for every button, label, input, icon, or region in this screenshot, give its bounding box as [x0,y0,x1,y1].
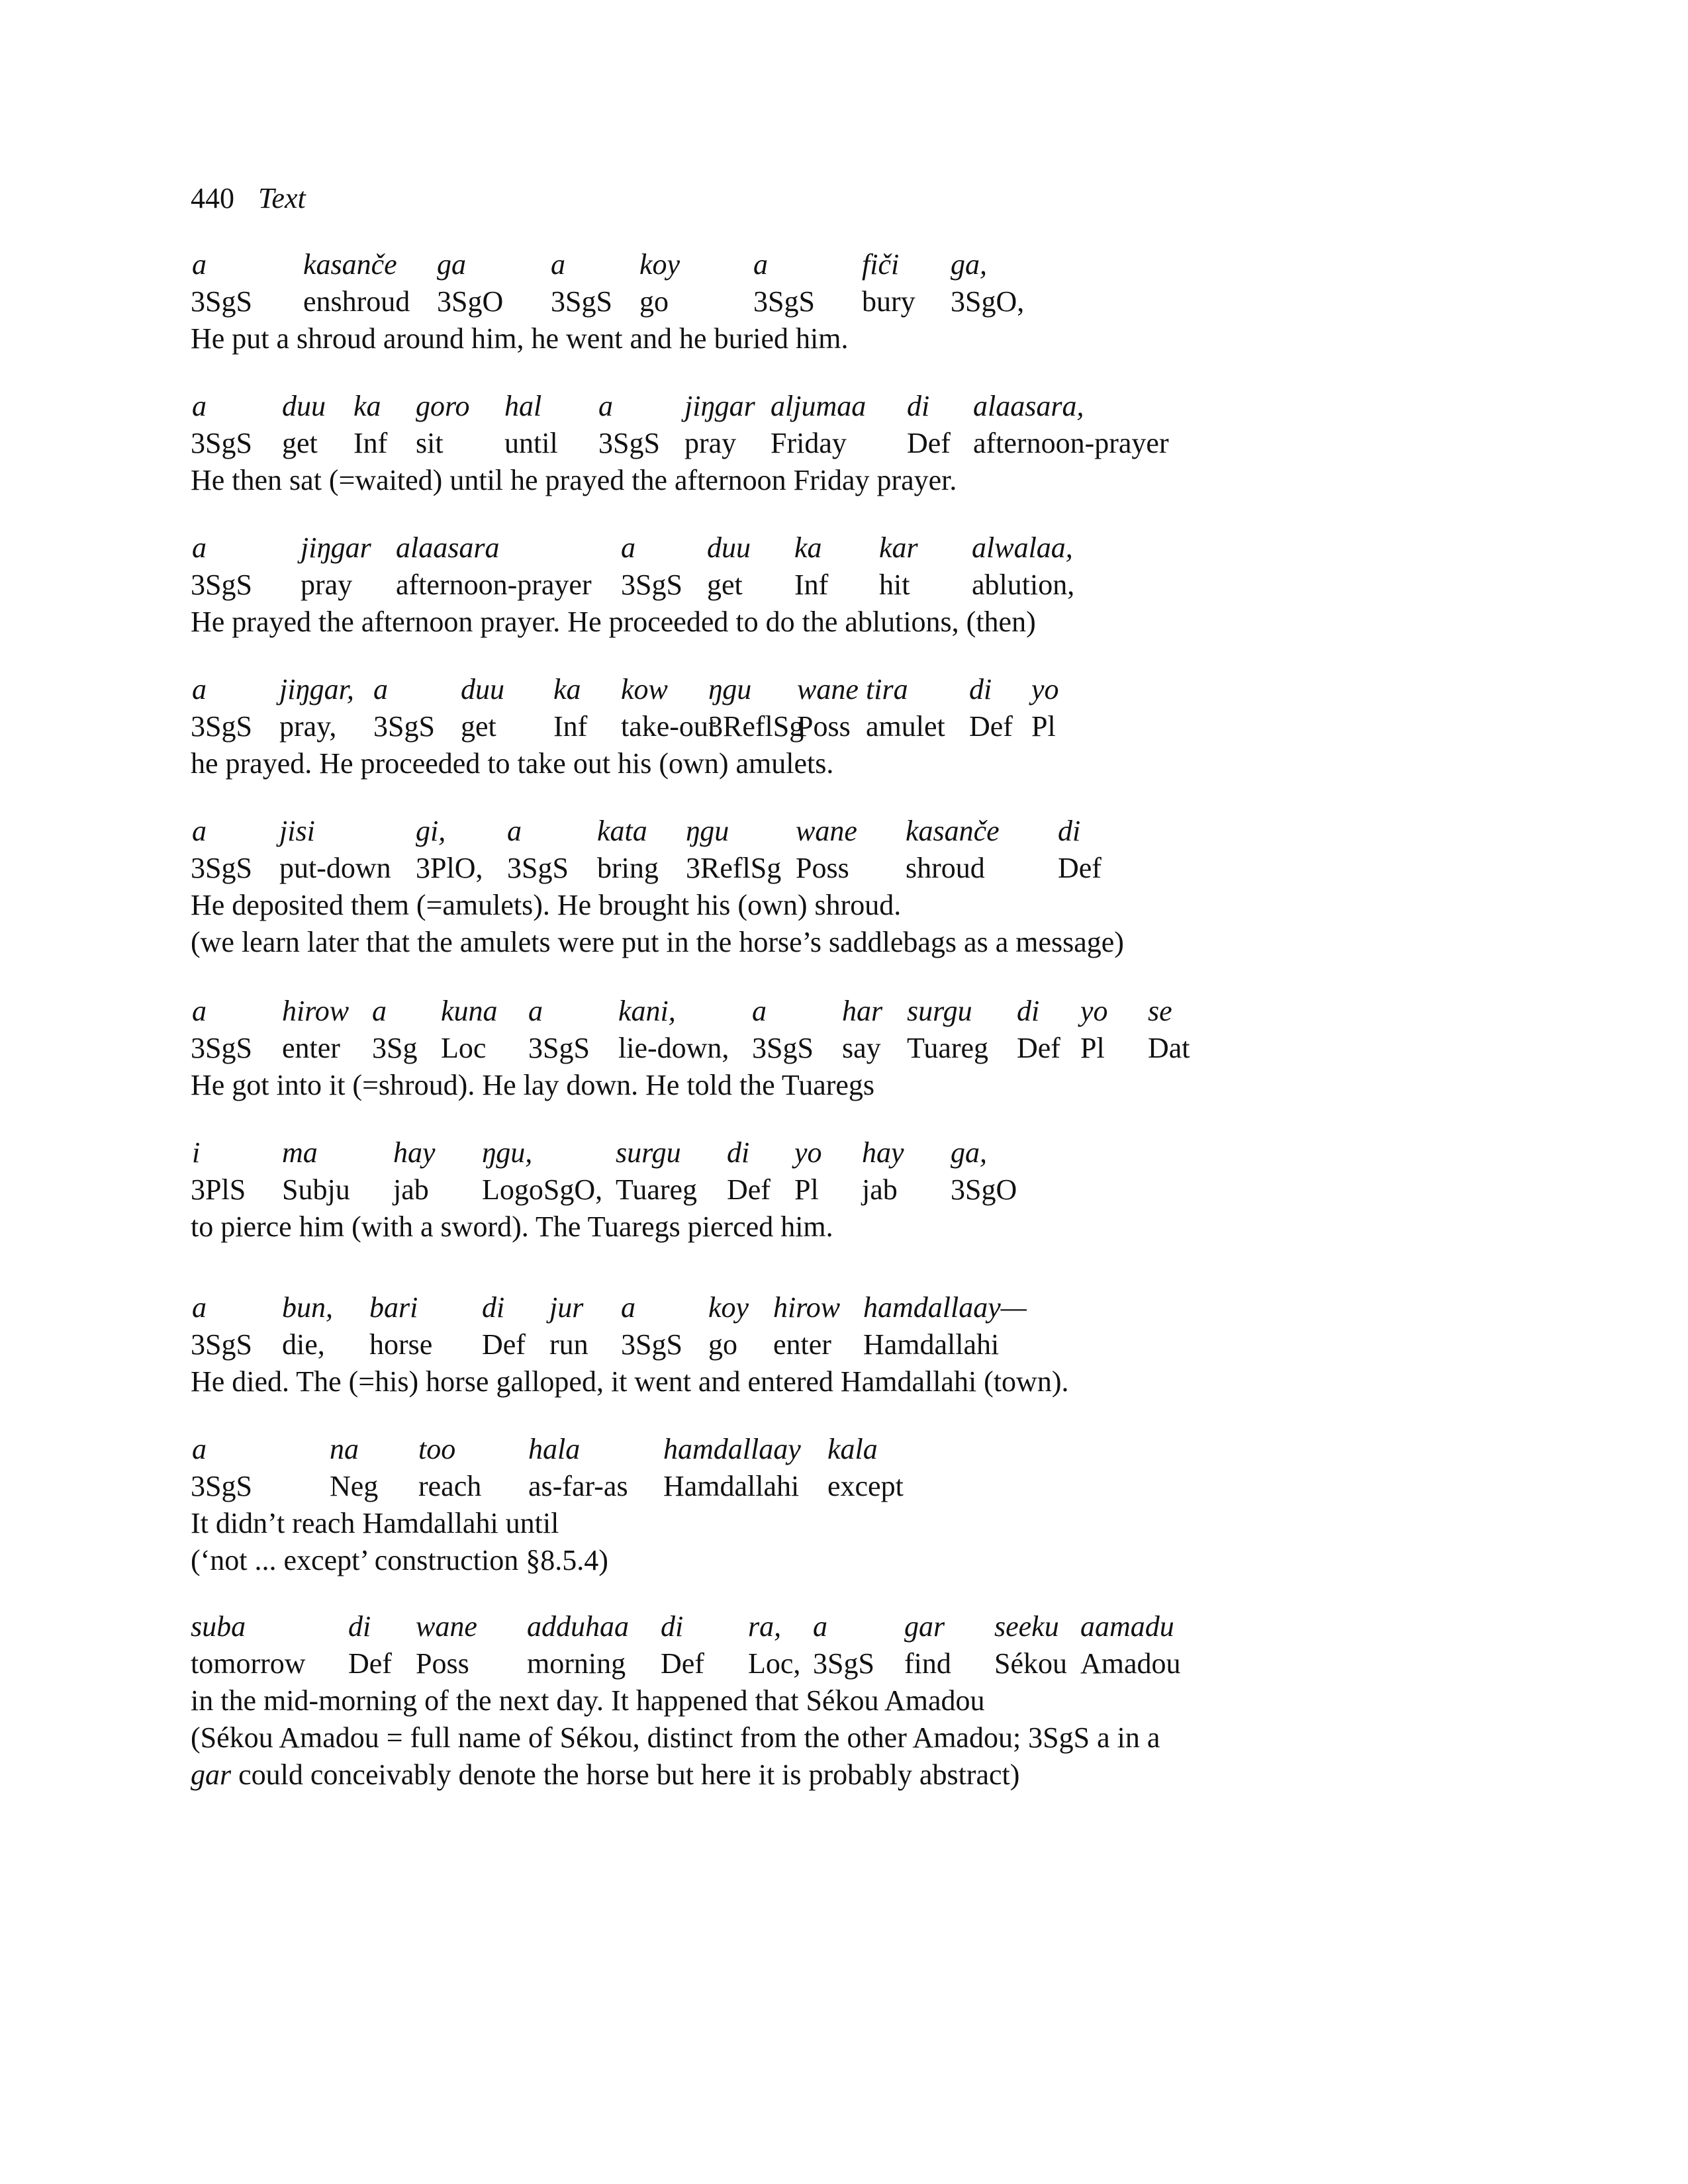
gloss-word: until [504,427,558,459]
gloss-word: 3Sg [372,1032,418,1064]
gloss-word: tomorrow [191,1647,306,1680]
source-word: duu [461,673,504,705]
interlinear-block [191,1608,1515,1794]
source-line [191,388,1515,425]
source-word: kasanče [906,815,1000,847]
gloss-word: as-far-as [528,1470,628,1502]
source-word: hala [528,1433,581,1465]
gloss-word: Loc, [748,1647,801,1680]
gloss-line [191,1171,1515,1208]
translation-line: He died. The (=his) horse galloped, it went and entered Hamdallahi (town). [191,1365,1069,1398]
gloss-word: afternoon-prayer [973,427,1169,459]
gloss-word: 3SgS [551,285,612,318]
source-word: tira [866,673,908,705]
gloss-word: run [549,1328,588,1361]
gloss-word: 3PlS [191,1173,246,1206]
translation-note: (‘not ... except’ construction §8.5.4) [191,1544,608,1576]
source-word: fiči [862,248,900,281]
gloss-word: 3PlO, [416,852,483,884]
gloss-word: morning [527,1647,626,1680]
source-word: a [507,815,522,847]
gloss-word: Tuareg [616,1173,698,1206]
interlinear-block [191,1431,1515,1579]
source-word: ŋgu [686,815,729,847]
source-word: kar [879,531,918,564]
source-word: a [752,995,767,1027]
gloss-line [191,1645,1515,1682]
source-word: di [1058,815,1081,847]
translation-note [191,1756,1515,1794]
gloss-word: 3SgO, [951,285,1025,318]
gloss-word: 3SgS [598,427,660,459]
source-word: seeku [994,1610,1059,1643]
gloss-word: afternoon-prayer [396,569,592,601]
source-word: kala [827,1433,878,1465]
source-word: goro [416,390,470,422]
interlinear-block [191,813,1515,961]
gloss-word: 3SgS [191,1032,252,1064]
gloss-word: jab [862,1173,898,1206]
gloss-word: 3SgS [813,1647,874,1680]
gloss-word: 3SgS [507,852,569,884]
gloss-word: enter [282,1032,340,1064]
source-word: kani, [618,995,676,1027]
source-word: alaasara, [973,390,1084,422]
source-word: bun, [282,1291,333,1324]
gloss-word: 3SgS [191,569,252,601]
source-word: wane [797,673,859,705]
source-word: ga [437,248,466,281]
source-word: koy [639,248,680,281]
source-word: jisi [279,815,315,847]
gloss-word: put-down [279,852,391,884]
gloss-word: die, [282,1328,325,1361]
gloss-word: Def [348,1647,392,1680]
source-word: har [842,995,883,1027]
gloss-line [191,1326,1515,1363]
section-title: Text [258,182,306,214]
gloss-word: Def [482,1328,526,1361]
gloss-word: jab [393,1173,429,1206]
gloss-word: sit [416,427,444,459]
source-word: suba [191,1610,246,1643]
gloss-word: Pl [794,1173,819,1206]
gloss-word: Inf [553,710,588,743]
translation-line: to pierce him (with a sword). The Tuaregs pierced him. [191,1210,833,1243]
gloss-word: 3SgS [191,427,252,459]
source-word: a [621,1291,635,1324]
gloss-word: 3SgS [191,710,252,743]
gloss-word: pray [301,569,353,601]
gloss-line [191,850,1515,887]
gloss-word: Pl [1080,1032,1105,1064]
translation-line: He got into it (=shroud). He lay down. He told the Tuaregs [191,1069,875,1101]
source-word: a [551,248,565,281]
source-word: ga, [951,248,987,281]
interlinear-block [191,529,1515,641]
source-word: ga, [951,1136,987,1169]
source-word: koy [708,1291,749,1324]
source-word: gar [904,1610,945,1643]
source-word: hamdallaay [663,1433,801,1465]
gloss-word: ablution, [972,569,1075,601]
source-word: jiŋgar [301,531,371,564]
translation-note: (Sékou Amadou = full name of Sékou, distinct from the other Amadou; 3SgS a in a [191,1721,1160,1754]
source-word: gi, [416,815,446,847]
gloss-word: Loc [441,1032,487,1064]
source-word: hal [504,390,542,422]
gloss-word: get [282,427,318,459]
interlinear-block [191,671,1515,782]
gloss-word: Hamdallahi [663,1470,800,1502]
gloss-line [191,425,1515,462]
source-word: a [813,1610,827,1643]
interlinear-block [191,388,1515,499]
source-word: di [661,1610,684,1643]
gloss-word: except [827,1470,904,1502]
translation-line: in the mid-morning of the next day. It happened that Sékou Amadou [191,1684,985,1717]
source-word: se [1148,995,1172,1027]
source-word: alaasara [396,531,500,564]
translation-line: He deposited them (=amulets). He brought his (own) shroud. [191,889,902,921]
gloss-word: bring [597,852,659,884]
gloss-word: 3SgS [528,1032,590,1064]
gloss-word: hit [879,569,910,601]
source-word: ŋgu [708,673,752,705]
gloss-word: amulet [866,710,945,743]
source-word: di [907,390,930,422]
source-word: a [598,390,613,422]
source-line [191,1289,1515,1326]
gloss-word: Poss [796,852,849,884]
gloss-word: get [707,569,743,601]
gloss-word: Pl [1031,710,1056,743]
source-word: yo [1080,995,1108,1027]
source-line [191,813,1515,850]
source-word: a [621,531,635,564]
source-line [191,1134,1515,1171]
source-word: ma [282,1136,318,1169]
source-word: surgu [616,1136,681,1169]
source-word: a [192,248,207,281]
gloss-word: horse [369,1328,433,1361]
source-word: aamadu [1080,1610,1174,1643]
source-line [191,671,1515,708]
source-word: a [192,531,207,564]
source-word: a [192,673,207,705]
source-word: a [528,995,543,1027]
gloss-word: 3SgS [753,285,815,318]
source-word: hay [862,1136,904,1169]
source-word: a [753,248,768,281]
gloss-word: Inf [794,569,829,601]
gloss-word: Poss [797,710,851,743]
gloss-word: shroud [906,852,985,884]
gloss-word: 3SgS [191,1328,252,1361]
gloss-word: 3SgS [191,1470,252,1502]
source-word: hay [393,1136,436,1169]
gloss-word: bury [862,285,915,318]
source-word: bari [369,1291,418,1324]
gloss-word: pray, [279,710,337,743]
source-word: too [418,1433,456,1465]
interlinear-block [191,246,1515,357]
source-word: kuna [441,995,498,1027]
gloss-word: Def [1017,1032,1060,1064]
source-word: hamdallaay— [863,1291,1027,1324]
source-word: alwalaa, [972,531,1073,564]
source-word: surgu [907,995,972,1027]
source-word: di [348,1610,371,1643]
gloss-word: 3ReflSg [708,710,804,743]
gloss-word: get [461,710,496,743]
gloss-word: Hamdallahi [863,1328,1000,1361]
gloss-word: LogoSgO, [482,1173,603,1206]
source-word: a [372,995,387,1027]
gloss-word: Poss [416,1647,469,1680]
gloss-line [191,1030,1515,1067]
page-number: 440 [191,182,234,214]
source-word: a [373,673,388,705]
gloss-word: 3SgS [191,852,252,884]
source-line [191,1608,1515,1645]
source-word: aljumaa [771,390,867,422]
italic-word: gar [191,1758,232,1791]
source-word: kasanče [303,248,397,281]
source-word: a [192,390,207,422]
source-word: di [969,673,992,705]
source-word: ka [794,531,822,564]
gloss-word: enshroud [303,285,410,318]
gloss-word: Def [727,1173,771,1206]
translation-note: (we learn later that the amulets were put in the horse’s saddlebags as a message) [191,926,1124,958]
source-word: hirow [773,1291,841,1324]
translation-line: He then sat (=waited) until he prayed the afternoon Friday prayer. [191,464,957,496]
source-line [191,1431,1515,1468]
gloss-word: 3SgO [437,285,504,318]
source-word: ra, [748,1610,782,1643]
gloss-word: Def [1058,852,1102,884]
gloss-line [191,567,1515,604]
source-word: jiŋgar [684,390,755,422]
source-word: yo [794,1136,822,1169]
interlinear-block [191,1289,1515,1400]
source-word: di [1017,995,1040,1027]
source-word: kow [621,673,668,705]
gloss-word: go [639,285,669,318]
translation-line: He prayed the afternoon prayer. He proceeded to do the ablutions, (then) [191,606,1036,638]
gloss-word: take-out [621,710,717,743]
gloss-line [191,1468,1515,1505]
source-word: a [192,1433,207,1465]
gloss-word: Tuareg [907,1032,989,1064]
gloss-word: reach [418,1470,482,1502]
source-line [191,246,1515,283]
translation-note-text: could conceivably denote the horse but here it is probably abstract) [238,1758,1020,1791]
gloss-word: 3SgS [752,1032,814,1064]
gloss-word: Def [907,427,951,459]
gloss-word: 3SgS [191,285,252,318]
translation-line: It didn’t reach Hamdallahi until [191,1507,559,1539]
gloss-word: Def [661,1647,704,1680]
gloss-word: go [708,1328,737,1361]
gloss-word: 3SgS [621,1328,682,1361]
source-word: wane [796,815,857,847]
gloss-word: 3ReflSg [686,852,782,884]
source-word: a [192,1291,207,1324]
source-word: jur [549,1291,584,1324]
interlinear-block [191,1134,1515,1246]
gloss-word: Dat [1148,1032,1190,1064]
gloss-word: pray [684,427,737,459]
gloss-word: 3SgS [373,710,435,743]
source-word: yo [1031,673,1059,705]
gloss-word: say [842,1032,881,1064]
translation-line: He put a shroud around him, he went and he buried him. [191,322,849,355]
gloss-word: Sékou [994,1647,1067,1680]
source-line [191,529,1515,567]
gloss-word: Inf [353,427,388,459]
gloss-word: enter [773,1328,831,1361]
source-word: a [192,815,207,847]
source-word: ka [553,673,581,705]
source-word: na [330,1433,359,1465]
gloss-word: Friday [771,427,847,459]
source-word: ŋgu, [482,1136,533,1169]
source-word: di [482,1291,505,1324]
gloss-word: Amadou [1080,1647,1181,1680]
source-word: di [727,1136,750,1169]
gloss-word: Subju [282,1173,350,1206]
source-word: duu [282,390,326,422]
source-word: wane [416,1610,477,1643]
source-word: a [192,995,207,1027]
gloss-line [191,708,1515,745]
translation-line: he prayed. He proceeded to take out his (own) amulets. [191,747,834,780]
source-word: kata [597,815,647,847]
source-word: i [192,1136,201,1169]
source-word: jiŋgar, [279,673,354,705]
gloss-word: Neg [330,1470,379,1502]
gloss-line [191,283,1515,320]
gloss-word: 3SgS [621,569,682,601]
gloss-word: find [904,1647,951,1680]
source-word: duu [707,531,751,564]
source-word: adduhaa [527,1610,629,1643]
gloss-word: 3SgO [951,1173,1017,1206]
source-word: hirow [282,995,350,1027]
source-line [191,993,1515,1030]
source-word: ka [353,390,381,422]
running-head [191,180,306,217]
gloss-word: Def [969,710,1013,743]
interlinear-block [191,993,1515,1104]
gloss-word: lie-down, [618,1032,729,1064]
